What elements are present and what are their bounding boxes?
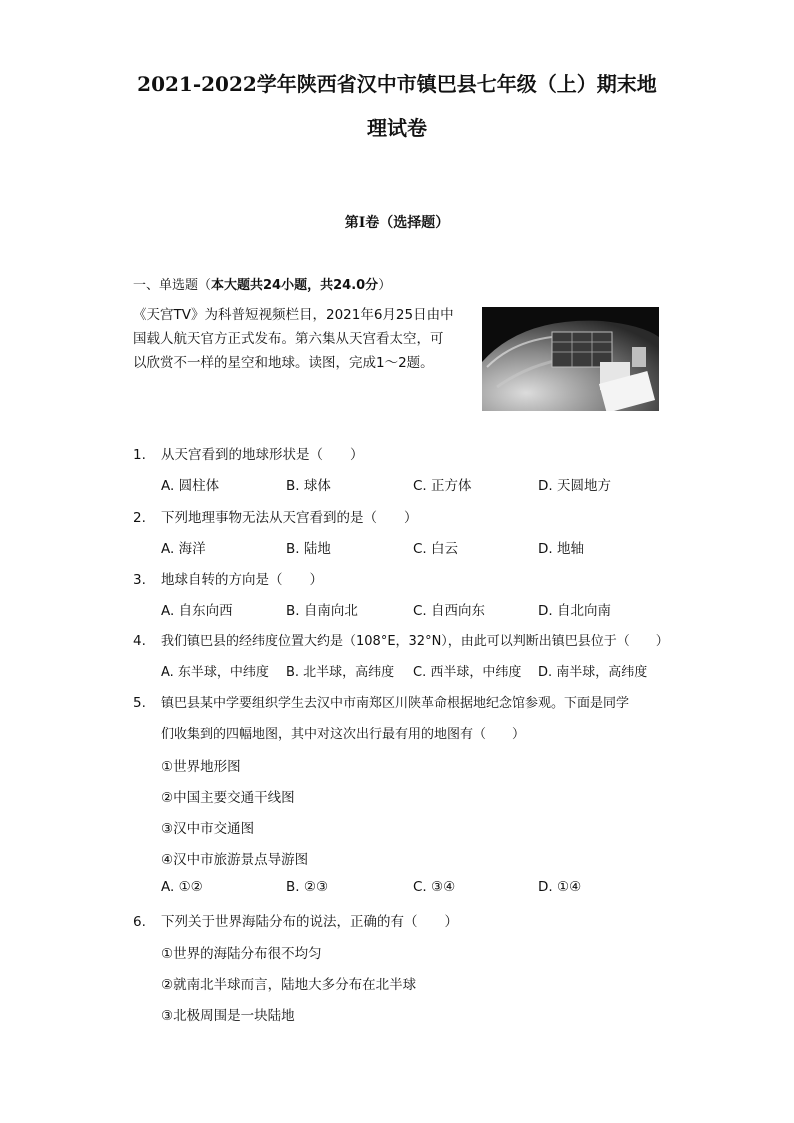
passage-line: 以欣赏不一样的星空和地球。读图，完成1～2题。 [133,355,434,371]
option-c: C. 西半球，中纬度 [413,665,522,680]
question-5 [133,692,629,711]
question-stem-continued: 们收集到的四幅地图，其中对这次出行最有用的地图有（ ） [161,727,526,742]
option-d: D. 南半球，高纬度 [538,665,648,680]
question-stem: 地球自转的方向是（ ） [161,572,323,588]
question-number: 6. [133,914,146,930]
option-c: C. 自西向东 [413,603,486,619]
statement-1: ①世界的海陆分布很不均匀 [161,946,322,962]
map-choice-3: ③汉中市交通图 [161,821,255,837]
option-a: A. 海洋 [161,541,206,557]
statement-2: ②就南北半球而言，陆地大多分布在北半球 [161,977,417,993]
question-6 [133,910,458,930]
option-d: D. 地轴 [538,541,584,557]
question-type-heading [133,274,391,293]
option-c: C. ③④ [413,879,456,895]
exam-title-line-1: 2021-2022学年陕西省汉中市镇巴县七年级（上）期末地 [137,72,657,96]
option-c: C. 白云 [413,541,459,557]
question-number: 5. [133,695,146,711]
question-1 [133,443,364,463]
tiangong-earth-photo [482,307,659,411]
option-b: B. 球体 [286,478,331,494]
option-d: D. 天圆地方 [538,478,611,494]
passage-line: 《天宫TV》为科普短视频栏目，2021年6月25日由中 [133,307,454,323]
question-number: 4. [133,633,146,649]
option-d: D. 自北向南 [538,603,611,619]
map-choice-2: ②中国主要交通干线图 [161,790,295,806]
question-stem: 我们镇巴县的经纬度位置大约是（108°E，32°N），由此可以判断出镇巴县位于（ ） [161,634,669,649]
question-number: 1. [133,447,146,463]
option-a: A. 圆柱体 [161,478,220,494]
option-a: A. ①② [161,879,203,895]
earth-from-space-image [482,307,659,411]
heading-prefix: 一、单选题（ [133,278,212,293]
option-b: B. 自南向北 [286,603,358,619]
heading-bold: 本大题共24小题，共24.0分 [211,278,379,293]
map-choice-4: ④汉中市旅游景点导游图 [161,852,309,868]
option-b: B. ②③ [286,879,329,895]
option-c: C. 正方体 [413,478,472,494]
section-title: 第I卷（选择题） [344,215,450,231]
question-4 [133,630,669,649]
map-choice-1: ①世界地形图 [161,759,241,775]
option-a: A. 自东向西 [161,603,233,619]
question-number: 2. [133,510,146,526]
reading-passage [133,304,478,374]
option-b: B. 北半球，高纬度 [286,665,395,680]
question-stem: 从天宫看到的地球形状是（ ） [161,447,364,463]
statement-3: ③北极周围是一块陆地 [161,1008,295,1024]
passage-line: 国载人航天官方正式发布。第六集从天宫看太空，可 [133,331,444,347]
option-d: D. ①④ [538,879,582,895]
heading-suffix: ） [378,278,392,293]
question-2 [133,506,418,526]
question-stem: 下列地理事物无法从天宫看到的是（ ） [161,510,418,526]
option-a: A. 东半球，中纬度 [161,665,269,680]
exam-title-line-2: 理试卷 [367,116,427,140]
question-number: 3. [133,572,146,588]
question-3 [133,568,323,588]
question-stem: 镇巴县某中学要组织学生去汉中市南郑区川陕革命根据地纪念馆参观。下面是同学 [161,696,630,711]
option-b: B. 陆地 [286,541,331,557]
question-stem: 下列关于世界海陆分布的说法，正确的有（ ） [161,914,458,930]
